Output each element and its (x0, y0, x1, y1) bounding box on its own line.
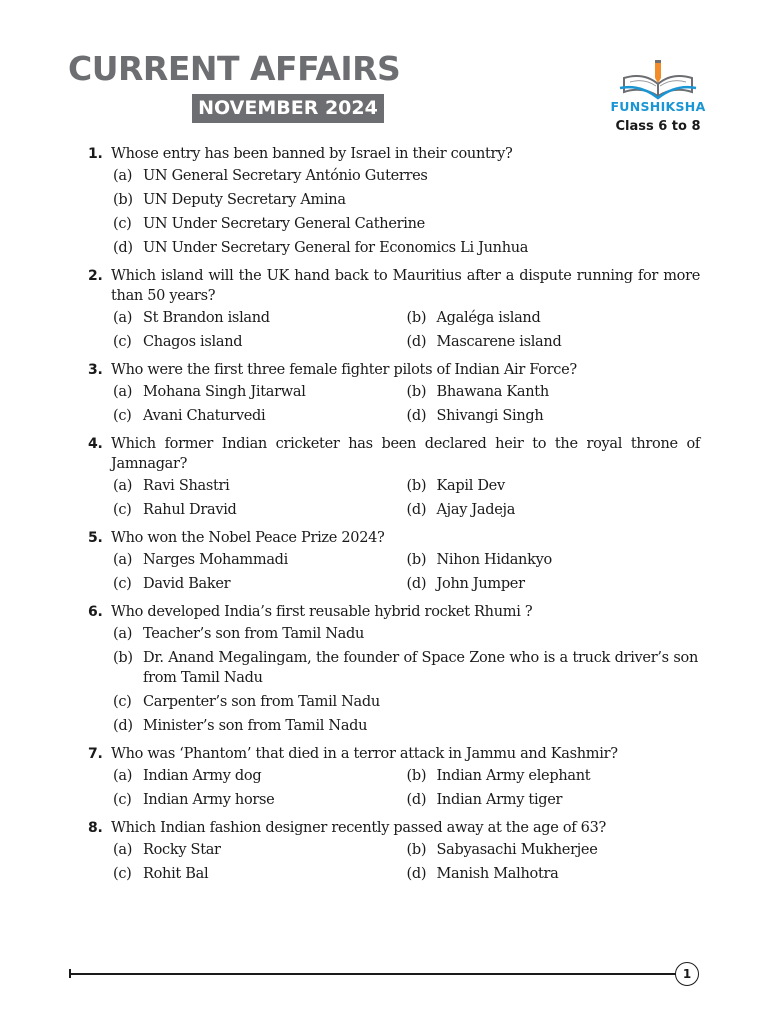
question-6 (88, 602, 700, 740)
option-d (407, 406, 701, 426)
option-text: Dr. Anand Megalingam, the founder of Space Zone who is a truck driver’s son from Tamil Nadu (143, 650, 698, 686)
funshiksha-logo (610, 58, 706, 140)
option-text: Minister’s son from Tamil Nadu (143, 718, 368, 734)
option-a (113, 624, 700, 644)
option-label: (d) (406, 576, 427, 592)
option-label: (d) (406, 866, 427, 882)
class-range: Class 6 to 8 (615, 119, 701, 134)
option-text: Narges Mohammadi (143, 552, 289, 568)
option-label: (a) (113, 842, 133, 858)
option-label: (a) (113, 552, 133, 568)
option-c (113, 406, 407, 426)
option-text: Ajay Jadeja (436, 502, 516, 518)
option-c (113, 790, 407, 810)
option-label: (b) (406, 478, 427, 494)
option-text: Indian Army horse (143, 792, 275, 808)
option-c (113, 574, 407, 594)
book-pencil-icon (618, 58, 698, 100)
option-b (407, 382, 701, 402)
option-label: (d) (406, 334, 427, 350)
option-d (407, 332, 701, 352)
option-c (113, 332, 407, 352)
question-text: Which island will the UK hand back to Mauritius after a dispute running for more than 50 years? (111, 268, 700, 304)
question-number: 1. (88, 146, 103, 162)
option-a (113, 550, 407, 570)
option-b (407, 766, 701, 786)
option-text: Indian Army tiger (436, 792, 563, 808)
option-c (113, 692, 700, 712)
option-text: UN Under Secretary General for Economics Li Junhua (143, 240, 529, 256)
option-label: (c) (113, 866, 132, 882)
option-label: (a) (113, 626, 133, 642)
question-number: 5. (88, 530, 103, 546)
option-label: (b) (406, 310, 427, 326)
brand-name: FUNSHIKSHA (610, 99, 706, 114)
question-5 (88, 528, 700, 598)
option-text: Nihon Hidankyo (436, 552, 552, 568)
option-a (113, 840, 407, 860)
option-label: (d) (406, 792, 427, 808)
option-b (407, 550, 701, 570)
option-label: (b) (406, 552, 427, 568)
question-text: Whose entry has been banned by Israel in their country? (111, 146, 513, 162)
option-text: Bhawana Kanth (436, 384, 549, 400)
option-text: Rohit Bal (143, 866, 209, 882)
question-text: Who developed India’s first reusable hybrid rocket Rhumi ? (111, 604, 533, 620)
question-list (88, 144, 700, 892)
option-b (113, 648, 700, 688)
option-d (407, 864, 701, 884)
option-text: Sabyasachi Mukherjee (436, 842, 598, 858)
question-number: 3. (88, 362, 103, 378)
option-text: Ravi Shastri (143, 478, 230, 494)
option-text: Kapil Dev (436, 478, 505, 494)
option-d (407, 574, 701, 594)
option-label: (c) (113, 792, 132, 808)
page-number: 1 (675, 962, 699, 986)
option-b (407, 476, 701, 496)
option-label: (b) (113, 650, 133, 666)
question-2 (88, 266, 700, 356)
question-number: 4. (88, 436, 103, 452)
option-label: (c) (113, 216, 132, 232)
option-a (113, 166, 700, 186)
option-label: (a) (113, 478, 133, 494)
option-label: (d) (406, 502, 427, 518)
option-d (407, 790, 701, 810)
question-text: Which former Indian cricketer has been declared heir to the royal throne of Jamnagar? (111, 436, 700, 472)
option-label: (d) (113, 718, 133, 734)
option-label: (b) (406, 768, 427, 784)
option-label: (b) (406, 842, 427, 858)
question-1 (88, 144, 700, 262)
option-label: (c) (113, 334, 132, 350)
option-text: Agaléga island (436, 310, 541, 326)
question-number: 8. (88, 820, 103, 836)
option-d (113, 238, 700, 258)
question-4 (88, 434, 700, 524)
option-text: David Baker (143, 576, 231, 592)
option-b (407, 840, 701, 860)
option-c (113, 214, 700, 234)
option-label: (d) (406, 408, 427, 424)
option-label: (b) (406, 384, 427, 400)
question-number: 6. (88, 604, 103, 620)
option-a (113, 308, 407, 328)
option-text: Rahul Dravid (143, 502, 237, 518)
option-label: (a) (113, 384, 133, 400)
option-text: UN Deputy Secretary Amina (143, 192, 346, 208)
option-text: Manish Malhotra (436, 866, 559, 882)
option-label: (c) (113, 694, 132, 710)
option-text: St Brandon island (143, 310, 270, 326)
option-d (407, 500, 701, 520)
question-7 (88, 744, 700, 814)
option-label: (a) (113, 768, 133, 784)
option-a (113, 476, 407, 496)
option-label: (c) (113, 502, 132, 518)
option-label: (c) (113, 408, 132, 424)
question-number: 2. (88, 268, 103, 284)
question-text: Who won the Nobel Peace Prize 2024? (111, 530, 385, 546)
option-c (113, 500, 407, 520)
option-label: (a) (113, 168, 133, 184)
option-text: UN Under Secretary General Catherine (143, 216, 425, 232)
option-text: Avani Chaturvedi (143, 408, 266, 424)
option-c (113, 864, 407, 884)
question-3 (88, 360, 700, 430)
option-text: UN General Secretary António Guterres (143, 168, 428, 184)
option-text: Mohana Singh Jitarwal (143, 384, 306, 400)
footer-rule (70, 973, 676, 975)
option-b (113, 190, 700, 210)
option-text: Mascarene island (436, 334, 562, 350)
option-a (113, 766, 407, 786)
option-text: Shivangi Singh (436, 408, 544, 424)
option-label: (b) (113, 192, 133, 208)
option-text: Rocky Star (143, 842, 221, 858)
option-label: (a) (113, 310, 133, 326)
question-text: Who were the first three female fighter pilots of Indian Air Force? (111, 362, 577, 378)
question-number: 7. (88, 746, 103, 762)
option-text: Chagos island (143, 334, 243, 350)
option-d (113, 716, 700, 736)
option-a (113, 382, 407, 402)
option-text: Indian Army dog (143, 768, 262, 784)
option-text: Indian Army elephant (436, 768, 591, 784)
question-text: Which Indian fashion designer recently passed away at the age of 63? (111, 820, 607, 836)
option-text: John Jumper (436, 576, 525, 592)
option-label: (c) (113, 576, 132, 592)
question-text: Who was ‘Phantom’ that died in a terror attack in Jammu and Kashmir? (111, 746, 618, 762)
option-b (407, 308, 701, 328)
question-8 (88, 818, 700, 888)
month-badge: NOVEMBER 2024 (192, 94, 384, 123)
page-title: CURRENT AFFAIRS (68, 49, 401, 88)
option-label: (d) (113, 240, 133, 256)
option-text: Teacher’s son from Tamil Nadu (143, 626, 364, 642)
option-text: Carpenter’s son from Tamil Nadu (143, 694, 380, 710)
